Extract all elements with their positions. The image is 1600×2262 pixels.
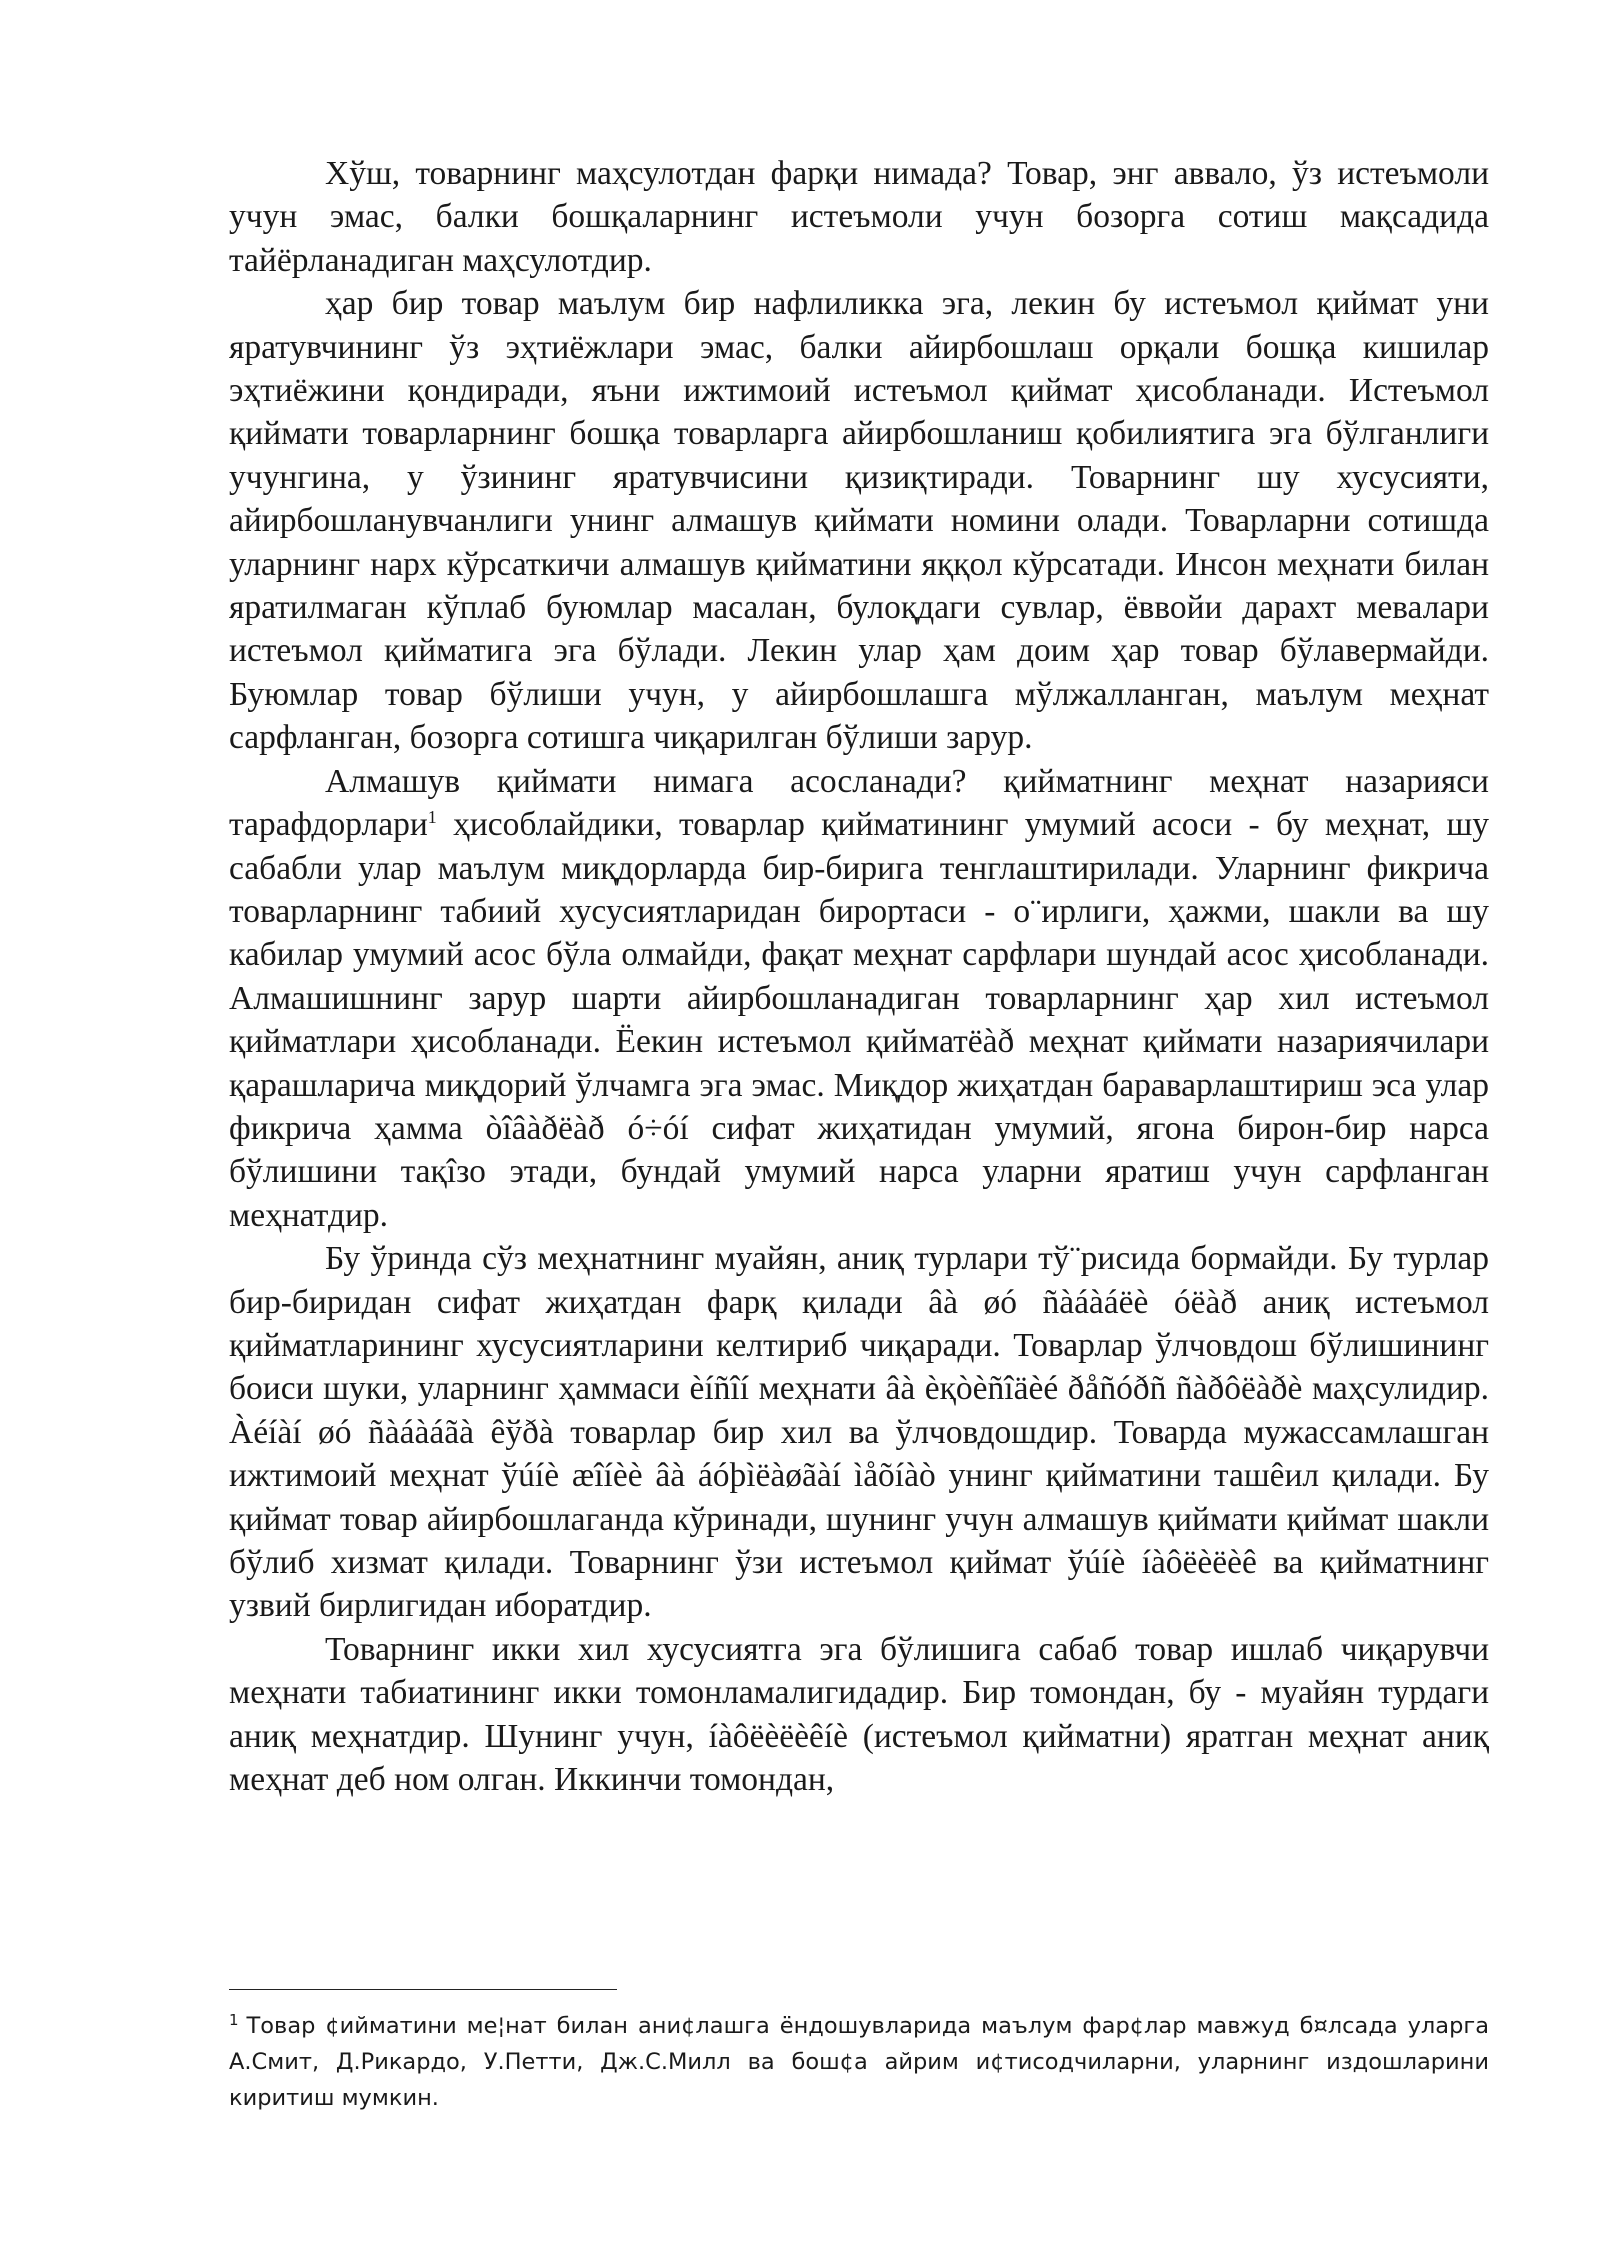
paragraph-text: ҳисоблайдики, товарлар қийматининг умумий асоси - бу меҳнат, шу сабабли улар маълум миқдорларда бир-бирига тенглаштирилади. Уларнинг фикрича товарларнинг табиий хусусиятларидан бирортаси - о¨ирлиги, ҳажми, шакли ва шу кабилар умумий асос бўла олмайди, фақат меҳнат сарфлари шундай асос ҳисобланади. Алмашишнинг зарур шарти айирбошланадиган товарларнинг ҳар хил истеъмол қийматлари ҳисобланади. Ёекин истеъмол қийматёàð меҳнат қиймати назариячилари қарашларича миқдорий ўлчамга эга эмас. Миқдор жиҳатдан бараварлаштириш эса улар фикрича ҳамма òîâàðëàð ó÷óí сифат жиҳатидан умумий, ягона бирон-бир нарса бўлишини тақîзо этади, бундай умумий нарса уларни яратиш учун сарфланган меҳнатдир. xyxy=(229,806,1489,1234)
footnote-reference[interactable]: 1 xyxy=(427,806,437,827)
document-body xyxy=(229,152,1489,1801)
footnote-separator xyxy=(229,1989,617,1990)
footnote-text: Товар ¢ийматини ме¦нат билан ани¢лашга ёндошувларида маълум фар¢лар мавжуд б¤лсада уларга А.Смит, Д.Рикардо, У.Петти, Дж.С.Милл ва бош¢а айрим и¢тисодчиларни, уларнинг издошларини киритиш мумкин. xyxy=(229,2013,1489,2111)
paragraph: Хўш, товарнинг маҳсулотдан фарқи нимада? Товар, энг аввало, ўз истеъмоли учун эмас, балки бошқаларнинг истеъмоли учун бозорга сотиш мақсадида тайёрланадиган маҳсулотдир. xyxy=(229,155,1489,279)
footnote-marker: 1 xyxy=(229,2010,239,2029)
paragraph: Бу ўринда сўз меҳнатнинг муайян, аниқ турлари тў¨рисида бормайди. Бу турлар бир-биридан сифат жиҳатдан фарқ қилади âà øó ñàáàáëè óëàð аниқ истеъмол қийматларининг хусусиятларини келтириб чиқаради. Товарлар ўлчовдош бўлишининг боиси шуки, уларнинг ҳаммаси èíñîí меҳнати âà èқòèñîäèé ðåñóðñ ñàðôëàðè маҳсулидир. Àéíàí øó ñàáàáãà êўðà товарлар бир хил ва ўлчовдошдир. Товарда мужассамлашган ижтимоий меҳнат ўúíè æîíèè âà áóþìëàøãàí ìåõíàò унинг қийматини ташêил қилади. Бу қиймат товар айирбошлаганда кўринади, шунинг учун алмашув қиймати қиймат шакли бўлиб хизмат қилади. Товарнинг ўзи истеъмол қиймат ўúíè íàôëèëèê ва қийматнинг узвий бирлигидан иборатдир. xyxy=(229,1240,1489,1625)
footnote xyxy=(229,2008,1489,2116)
paragraph-text: Алмашув қиймати нимага асосланади? қийматнинг меҳнат назарияси тарафдорлари xyxy=(229,762,1489,844)
paragraph: ҳар бир товар маълум бир нафлиликка эга, лекин бу истеъмол қиймат уни яратувчининг ўз эҳтиёжлари эмас, балки айирбошлаш орқали бошқа кишилар эҳтиёжини қондиради, яъни ижтимоий истеъмол қиймат ҳисобланади. Истеъмол қиймати товарларнинг бошқа товарларга айирбошланиш қобилиятига эга бўлганлиги учунгина, у ўзининг яратувчисини қизиқтиради. Товарнинг шу хусусияти, айирбошланувчанлиги унинг алмашув қиймати номини олади. Товарларни сотишда уларнинг нарх кўрсаткичи алмашув қийматини яққол кўрсатади. Инсон меҳнати билан яратилмаган кўплаб буюмлар масалан, булоқдаги сувлар, ёввойи дарахт мевалари истеъмол қийматига эга бўлади. Лекин улар ҳам доим ҳар товар бўлавермайди. Буюмлар товар бўлиши учун, у айирбошлашга мўлжалланган, маълум меҳнат сарфланган, бозорга сотишга чиқарилган бўлиши зарур. xyxy=(229,285,1489,757)
paragraph xyxy=(229,760,1489,1237)
paragraph: Товарнинг икки хил хусусиятга эга бўлишига сабаб товар ишлаб чиқарувчи меҳнати табиатининг икки томонламалигидадир. Бир томондан, бу - муайян турдаги аниқ меҳнатдир. Шунинг учун, íàôëèëèêíè (истеъмол қийматни) яратган меҳнат аниқ меҳнат деб ном олган. Иккинчи томондан, xyxy=(229,1630,1489,1799)
